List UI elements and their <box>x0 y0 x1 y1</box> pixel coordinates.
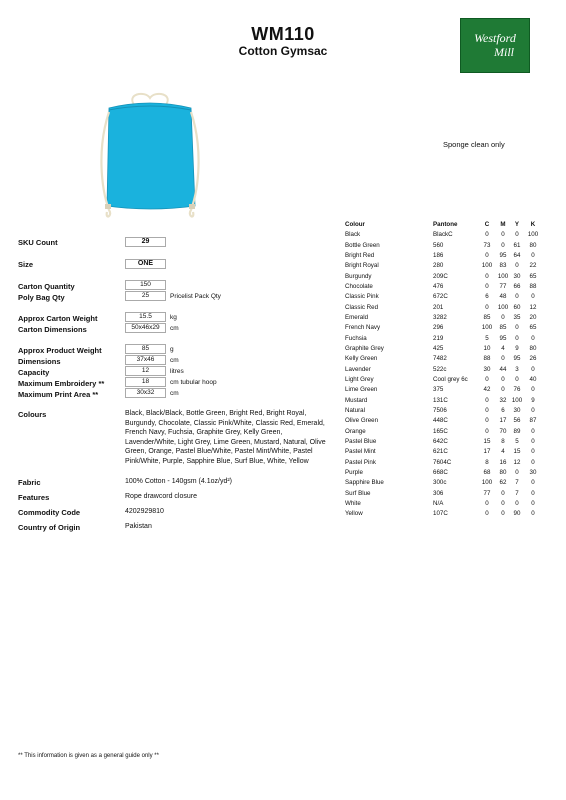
sku-count-value: 29 <box>125 237 166 247</box>
cell-y: 0 <box>515 334 519 342</box>
cell-m: 0 <box>501 489 505 497</box>
cell-pantone: 522c <box>433 365 447 373</box>
cell-y: 0 <box>515 499 519 507</box>
cell-k: 0 <box>531 448 535 456</box>
cell-y: 35 <box>513 313 521 321</box>
max-print-area-label: Maximum Print Area ** <box>18 390 99 399</box>
cell-pantone: 448C <box>433 417 448 425</box>
cell-k: 12 <box>529 303 537 311</box>
cell-colour: Olive Green <box>345 417 379 425</box>
cell-pantone: 672C <box>433 293 448 301</box>
cell-colour: Orange <box>345 427 366 435</box>
cell-c: 0 <box>485 396 489 404</box>
cell-m: 6 <box>501 406 505 414</box>
cell-pantone: 476 <box>433 282 444 290</box>
carton-weight-unit: kg <box>170 314 177 321</box>
cell-m: 0 <box>501 375 505 383</box>
cell-c: 10 <box>483 344 491 352</box>
cell-colour: Bright Red <box>345 251 375 259</box>
cell-m: 0 <box>501 231 505 239</box>
cell-pantone: 107C <box>433 510 448 518</box>
cell-y: 60 <box>513 303 521 311</box>
cell-c: 100 <box>481 262 493 270</box>
cell-m: 62 <box>499 479 507 487</box>
cell-k: 65 <box>529 272 537 280</box>
cell-colour: Yellow <box>345 510 363 518</box>
cell-pantone: 131C <box>433 396 448 404</box>
cell-pantone: 186 <box>433 251 444 259</box>
cell-colour: Lime Green <box>345 386 378 394</box>
cell-k: 30 <box>529 468 537 476</box>
header-pantone: Pantone <box>433 221 458 228</box>
header-colour: Colour <box>345 221 365 228</box>
cell-colour: Burgundy <box>345 272 372 280</box>
cell-pantone: 280 <box>433 262 444 270</box>
cell-y: 95 <box>513 355 521 363</box>
max-embroidery-value: 18 <box>125 377 166 387</box>
cell-k: 0 <box>531 479 535 487</box>
cell-m: 4 <box>501 344 505 352</box>
fabric-label: Fabric <box>18 478 41 487</box>
cell-c: 0 <box>485 417 489 425</box>
cell-k: 100 <box>527 231 539 239</box>
care-instructions: Sponge clean only <box>443 140 505 149</box>
cell-k: 20 <box>529 313 537 321</box>
cell-m: 4 <box>501 448 505 456</box>
cell-m: 80 <box>499 468 507 476</box>
max-print-area-unit: cm <box>170 390 179 397</box>
carton-weight-label: Approx Carton Weight <box>18 314 98 323</box>
cell-colour: Sapphire Blue <box>345 479 384 487</box>
cell-pantone: 7506 <box>433 406 447 414</box>
cell-c: 0 <box>485 375 489 383</box>
cell-k: 0 <box>531 293 535 301</box>
cell-m: 95 <box>499 251 507 259</box>
cell-colour: Bright Royal <box>345 262 379 270</box>
commodity-code-value: 4202929810 <box>125 508 164 515</box>
cell-y: 64 <box>513 251 521 259</box>
cell-m: 95 <box>499 334 507 342</box>
brand-logo <box>460 18 530 73</box>
cell-y: 61 <box>513 241 521 249</box>
cell-y: 30 <box>513 272 521 280</box>
cell-colour: Chocolate <box>345 282 373 290</box>
header-c: C <box>484 221 490 228</box>
cell-c: 30 <box>483 365 491 373</box>
product-weight-label: Approx Product Weight <box>18 346 102 355</box>
dimensions-label: Dimensions <box>18 357 61 366</box>
cell-c: 0 <box>485 272 489 280</box>
cell-m: 0 <box>501 313 505 321</box>
cell-colour: Classic Pink <box>345 293 379 301</box>
cell-y: 3 <box>515 365 519 373</box>
cell-c: 0 <box>485 427 489 435</box>
cell-m: 100 <box>497 303 509 311</box>
capacity-label: Capacity <box>18 368 50 377</box>
cell-k: 0 <box>531 386 535 394</box>
cell-y: 0 <box>515 324 519 332</box>
cell-c: 77 <box>483 489 491 497</box>
cell-m: 17 <box>499 417 507 425</box>
cell-k: 80 <box>529 344 537 352</box>
cell-y: 90 <box>513 510 521 518</box>
cell-pantone: 201 <box>433 303 444 311</box>
cell-c: 88 <box>483 355 491 363</box>
cell-m: 85 <box>499 324 507 332</box>
cell-k: 0 <box>531 499 535 507</box>
cell-k: 0 <box>531 365 535 373</box>
cell-m: 0 <box>501 386 505 394</box>
cell-pantone: 3282 <box>433 313 447 321</box>
cell-k: 65 <box>529 324 537 332</box>
cell-pantone: 165C <box>433 427 448 435</box>
cell-m: 0 <box>501 241 505 249</box>
cell-pantone: 621C <box>433 448 448 456</box>
cell-c: 5 <box>485 334 489 342</box>
cell-c: 6 <box>485 293 489 301</box>
gymsac-image <box>95 88 205 223</box>
product-code: WM110 <box>251 24 315 44</box>
cell-colour: Natural <box>345 406 365 414</box>
sku-count-label: SKU Count <box>18 238 58 247</box>
cell-colour: Fuchsia <box>345 334 367 342</box>
cell-y: 0 <box>515 262 519 270</box>
cell-pantone: 642C <box>433 437 448 445</box>
cell-colour: Light Grey <box>345 375 374 383</box>
carton-dimensions-value: 50x46x29 <box>125 323 166 333</box>
dimensions-value: 37x46 <box>125 355 166 365</box>
cell-k: 40 <box>529 375 537 383</box>
cell-c: 0 <box>485 282 489 290</box>
cell-y: 76 <box>513 386 521 394</box>
cell-m: 83 <box>499 262 507 270</box>
cell-pantone: 425 <box>433 344 444 352</box>
cell-colour: Pastel Pink <box>345 458 376 466</box>
dimensions-unit: cm <box>170 357 179 364</box>
cell-colour: White <box>345 499 361 507</box>
cell-m: 8 <box>501 437 505 445</box>
capacity-unit: litres <box>170 368 184 375</box>
carton-weight-value: 15.5 <box>125 312 166 322</box>
cell-pantone: N/A <box>433 499 444 507</box>
cell-c: 17 <box>483 448 491 456</box>
header-y: Y <box>514 221 520 228</box>
cell-k: 0 <box>531 334 535 342</box>
features-label: Features <box>18 493 50 502</box>
cell-k: 0 <box>531 427 535 435</box>
cell-colour: Emerald <box>345 313 369 321</box>
cell-c: 0 <box>485 251 489 259</box>
cell-y: 9 <box>515 344 519 352</box>
carton-dimensions-unit: cm <box>170 325 179 332</box>
colours-label: Colours <box>18 410 47 419</box>
carton-quantity-value: 150 <box>125 280 166 290</box>
header-m: M <box>500 221 506 228</box>
cell-y: 7 <box>515 489 519 497</box>
size-label: Size <box>18 260 34 269</box>
cell-k: 0 <box>531 406 535 414</box>
cell-k: 0 <box>531 437 535 445</box>
commodity-code-label: Commodity Code <box>18 508 81 517</box>
features-value: Rope drawcord closure <box>125 493 197 500</box>
cell-m: 70 <box>499 427 507 435</box>
cell-y: 0 <box>515 231 519 239</box>
product-weight-value: 85 <box>125 344 166 354</box>
cell-k: 26 <box>529 355 537 363</box>
cell-c: 15 <box>483 437 491 445</box>
cell-c: 68 <box>483 468 491 476</box>
cell-pantone: 560 <box>433 241 444 249</box>
cell-m: 0 <box>501 510 505 518</box>
poly-bag-qty-label: Poly Bag Qty <box>18 293 65 302</box>
cell-y: 7 <box>515 479 519 487</box>
cell-m: 100 <box>497 272 509 280</box>
cell-m: 0 <box>501 499 505 507</box>
cell-pantone: 7482 <box>433 355 447 363</box>
colours-list: Black, Black/Black, Bottle Green, Bright Red, Bright Royal, Burgundy, Chocolate, Classic Pink/White, Classic Red, Emerald, French Navy, Fuchsia, Graphite Grey, Kelly Green, Lavender/White, Light Grey, Lime Green, Mustard, Natural, Olive Green, Orange, Pastel Blue/White, Pastel Mint/White, Pastel Pink/White, Purple, Sapphire Blue, Surf Blue, White, Yellow <box>125 410 326 465</box>
carton-dimensions-label: Carton Dimensions <box>18 325 87 334</box>
cell-k: 87 <box>529 417 537 425</box>
cell-colour: Surf Blue <box>345 489 371 497</box>
carton-quantity-label: Carton Quantity <box>18 282 75 291</box>
cell-colour: Pastel Mint <box>345 448 376 456</box>
logo-line-2: Mill <box>494 45 514 59</box>
cell-colour: Pastel Blue <box>345 437 377 445</box>
country-of-origin-value: Pakistan <box>125 523 152 530</box>
cell-pantone: 219 <box>433 334 444 342</box>
cell-c: 100 <box>481 479 493 487</box>
cell-colour: Mustard <box>345 396 368 404</box>
cell-pantone: 306 <box>433 489 444 497</box>
cell-y: 100 <box>511 396 523 404</box>
cell-y: 0 <box>515 293 519 301</box>
cell-y: 89 <box>513 427 521 435</box>
cell-k: 22 <box>529 262 537 270</box>
country-of-origin-label: Country of Origin <box>18 523 81 532</box>
size-value: ONE <box>125 259 166 269</box>
cell-pantone: 375 <box>433 386 444 394</box>
cell-pantone: Cool grey 6c <box>433 375 468 383</box>
cell-c: 0 <box>485 303 489 311</box>
max-embroidery-unit: cm tubular hoop <box>170 379 217 386</box>
cell-y: 5 <box>515 437 519 445</box>
cell-m: 44 <box>499 365 507 373</box>
cell-colour: Black <box>345 231 361 239</box>
footer-note: ** This information is given as a general guide only ** <box>18 753 159 759</box>
cell-m: 77 <box>499 282 507 290</box>
cell-m: 32 <box>499 396 507 404</box>
cell-m: 16 <box>499 458 507 466</box>
cell-k: 0 <box>531 458 535 466</box>
cell-c: 8 <box>485 458 489 466</box>
cell-colour: Kelly Green <box>345 355 378 363</box>
cell-c: 0 <box>485 406 489 414</box>
cell-y: 15 <box>513 448 521 456</box>
product-weight-unit: g <box>170 346 174 353</box>
header-k: K <box>530 221 536 228</box>
poly-bag-qty-unit: Pricelist Pack Qty <box>170 293 221 300</box>
cell-pantone: 7604C <box>433 458 452 466</box>
cell-m: 0 <box>501 355 505 363</box>
cell-c: 73 <box>483 241 491 249</box>
cell-c: 100 <box>481 324 493 332</box>
cell-y: 12 <box>513 458 521 466</box>
cell-pantone: 296 <box>433 324 444 332</box>
cell-colour: Lavender <box>345 365 371 373</box>
cell-y: 0 <box>515 468 519 476</box>
cell-k: 0 <box>531 251 535 259</box>
cell-y: 66 <box>513 282 521 290</box>
cell-colour: Graphite Grey <box>345 344 384 352</box>
cell-k: 88 <box>529 282 537 290</box>
cell-k: 9 <box>531 396 535 404</box>
cell-c: 0 <box>485 499 489 507</box>
capacity-value: 12 <box>125 366 166 376</box>
cell-colour: Purple <box>345 468 363 476</box>
cell-colour: French Navy <box>345 324 381 332</box>
cell-c: 42 <box>483 386 491 394</box>
poly-bag-qty-value: 25 <box>125 291 166 301</box>
fabric-value: 100% Cotton - 140gsm (4.1oz/yd²) <box>125 478 232 485</box>
logo-line-1: Westford <box>474 31 516 45</box>
cell-pantone: BlackC <box>433 231 453 239</box>
cell-k: 0 <box>531 510 535 518</box>
cell-m: 48 <box>499 293 507 301</box>
max-print-area-value: 30x32 <box>125 388 166 398</box>
cell-colour: Classic Red <box>345 303 379 311</box>
cell-colour: Bottle Green <box>345 241 380 249</box>
max-embroidery-label: Maximum Embroidery ** <box>18 379 105 388</box>
cell-y: 56 <box>513 417 521 425</box>
product-name: Cotton Gymsac <box>238 44 328 58</box>
cell-c: 0 <box>485 231 489 239</box>
cell-c: 0 <box>485 510 489 518</box>
cell-pantone: 209C <box>433 272 448 280</box>
cell-c: 85 <box>483 313 491 321</box>
cell-pantone: 300c <box>433 479 447 487</box>
cell-k: 80 <box>529 241 537 249</box>
cell-pantone: 668C <box>433 468 448 476</box>
cell-y: 0 <box>515 375 519 383</box>
cell-y: 30 <box>513 406 521 414</box>
cell-k: 0 <box>531 489 535 497</box>
